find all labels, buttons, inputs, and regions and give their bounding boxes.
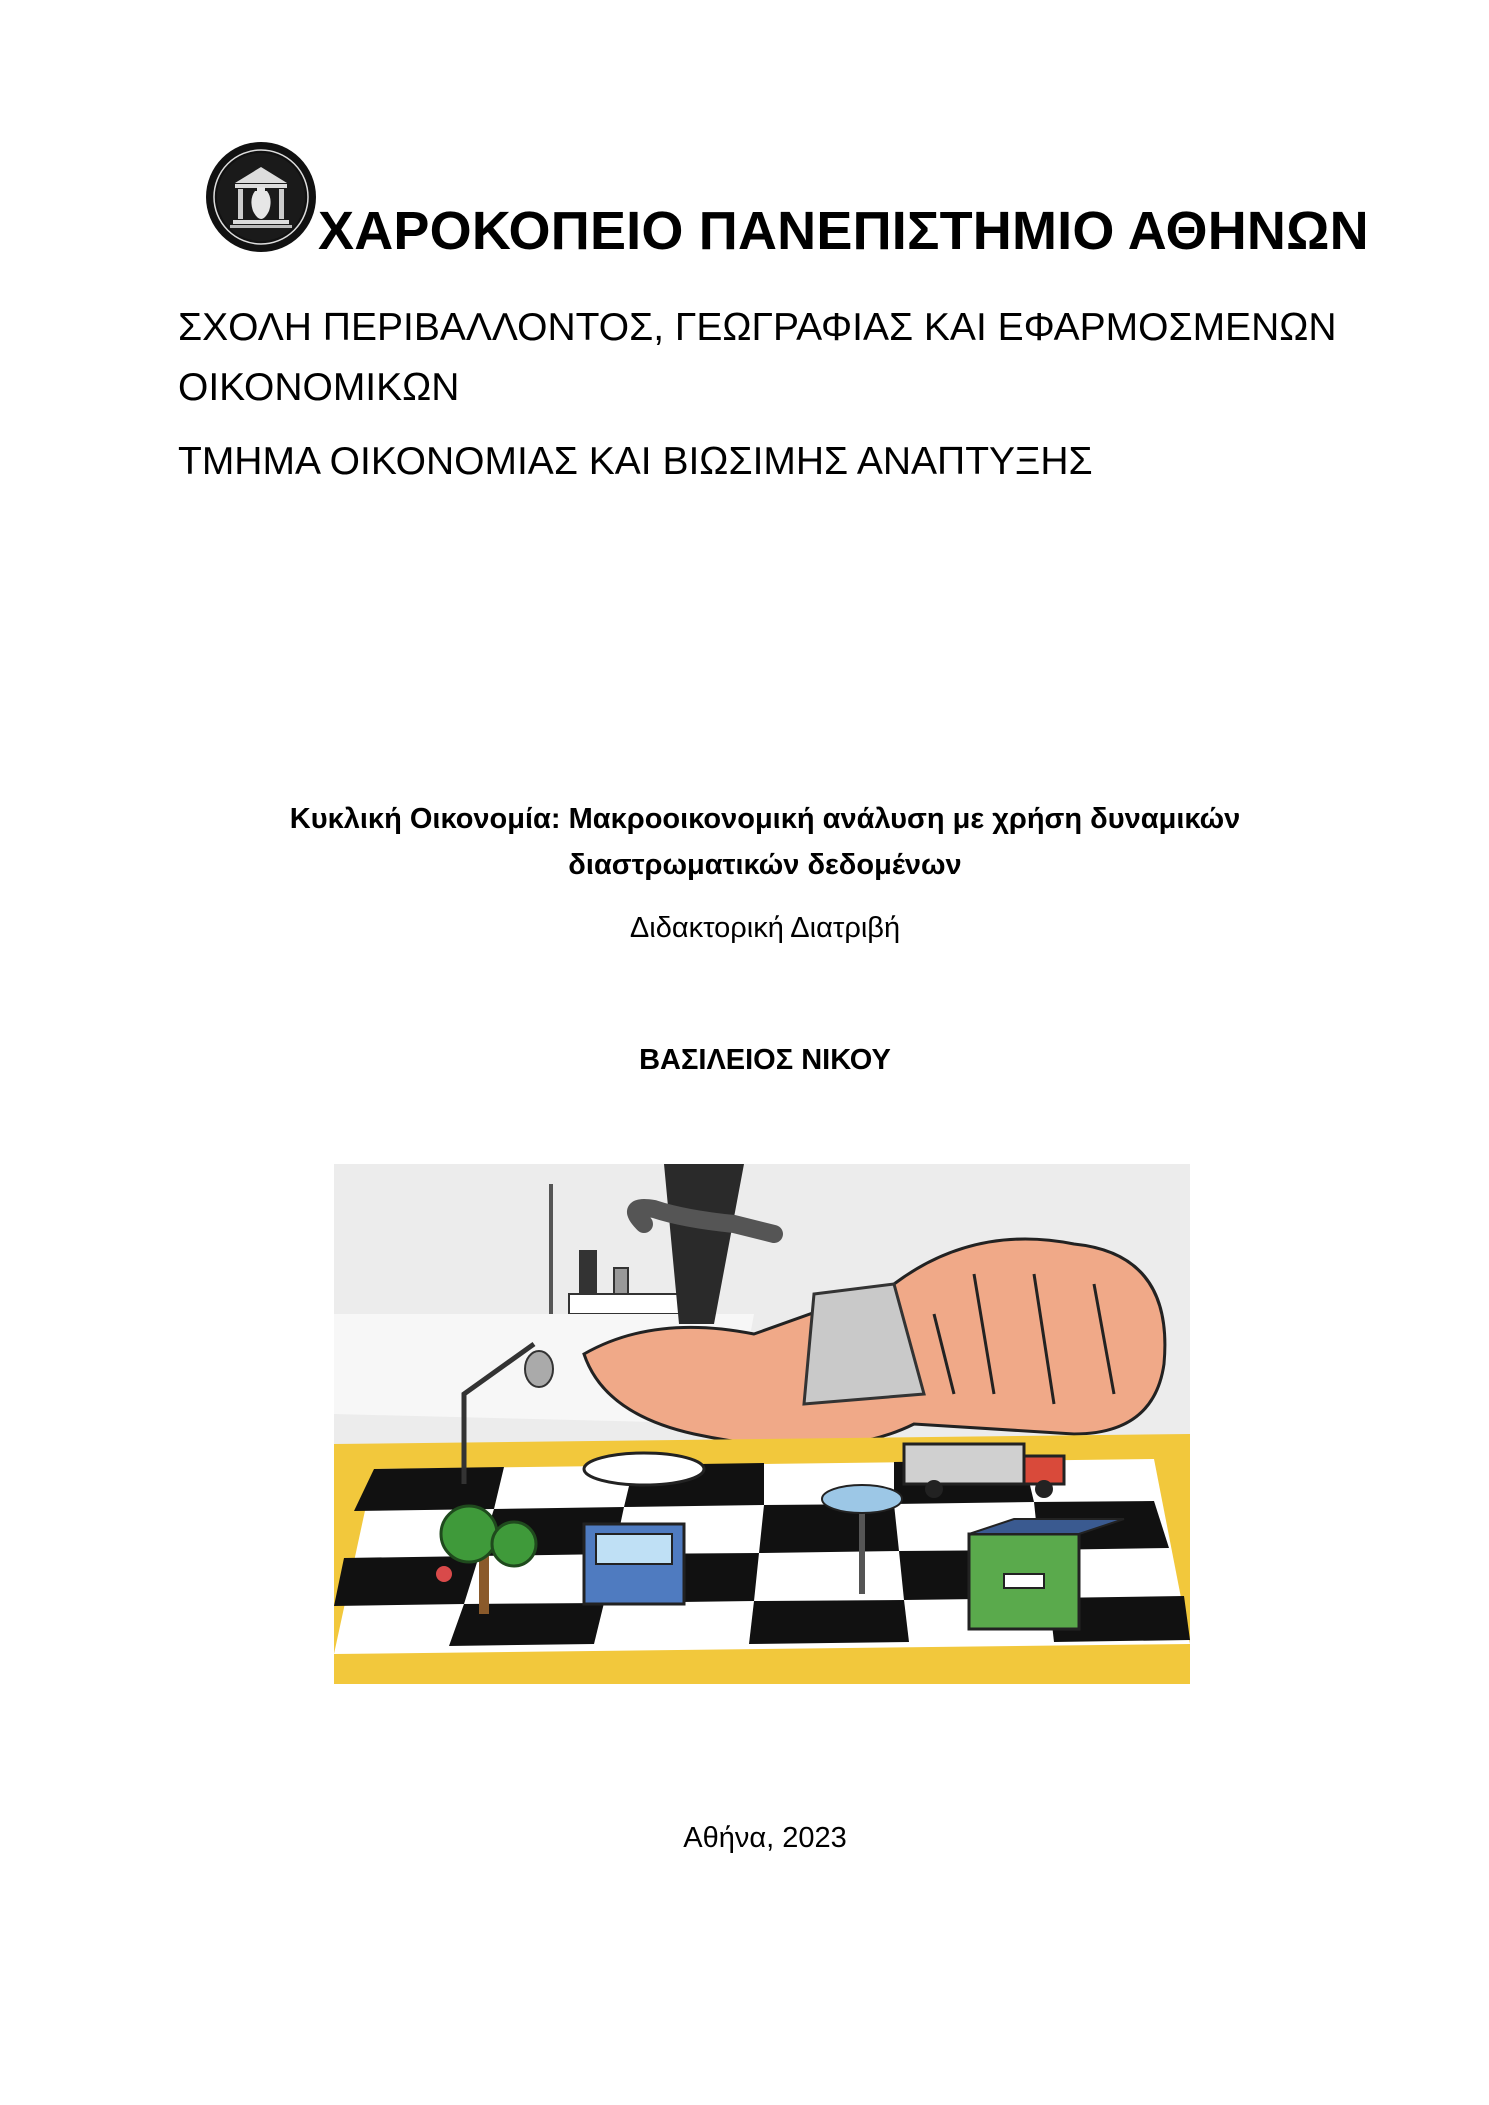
department-name: ΤΜΗΜΑ ΟΙΚΟΝΟΜΙΑΣ ΚΑΙ ΒΙΩΣΙΜΗΣ ΑΝΑΠΤΥΞΗΣ bbox=[178, 440, 1093, 483]
place-and-date: Αθήνα, 2023 bbox=[683, 1822, 847, 1854]
school-name-line-2: ΟΙΚΟΝΟΜΙΚΩΝ bbox=[178, 366, 460, 409]
author-name: ΒΑΣΙΛΕΙΟΣ ΝΙΚΟΥ bbox=[639, 1044, 891, 1076]
chessboard-hand-illustration bbox=[334, 1164, 1190, 1684]
university-name: ΧΑΡΟΚΟΠΕΙΟ ΠΑΝΕΠΙΣΤΗΜΙΟ ΑΘΗΝΩΝ bbox=[318, 201, 1369, 261]
thesis-title-line-2: διαστρωματικών δεδομένων bbox=[568, 849, 962, 881]
thesis-title bbox=[200, 796, 1330, 888]
school-name-line-1: ΣΧΟΛΗ ΠΕΡΙΒΑΛΛΟΝΤΟΣ, ΓΕΩΓΡΑΦΙΑΣ ΚΑΙ ΕΦΑΡΜΟΣΜΕΝΩΝ bbox=[178, 306, 1337, 349]
university-seal-icon bbox=[205, 141, 317, 253]
thesis-title-line-1: Κυκλική Οικονομία: Μακροοικονομική ανάλυση με χρήση δυναμικών bbox=[289, 803, 1241, 835]
thesis-type: Διδακτορική Διατριβή bbox=[629, 912, 901, 944]
school-name bbox=[178, 298, 1378, 418]
